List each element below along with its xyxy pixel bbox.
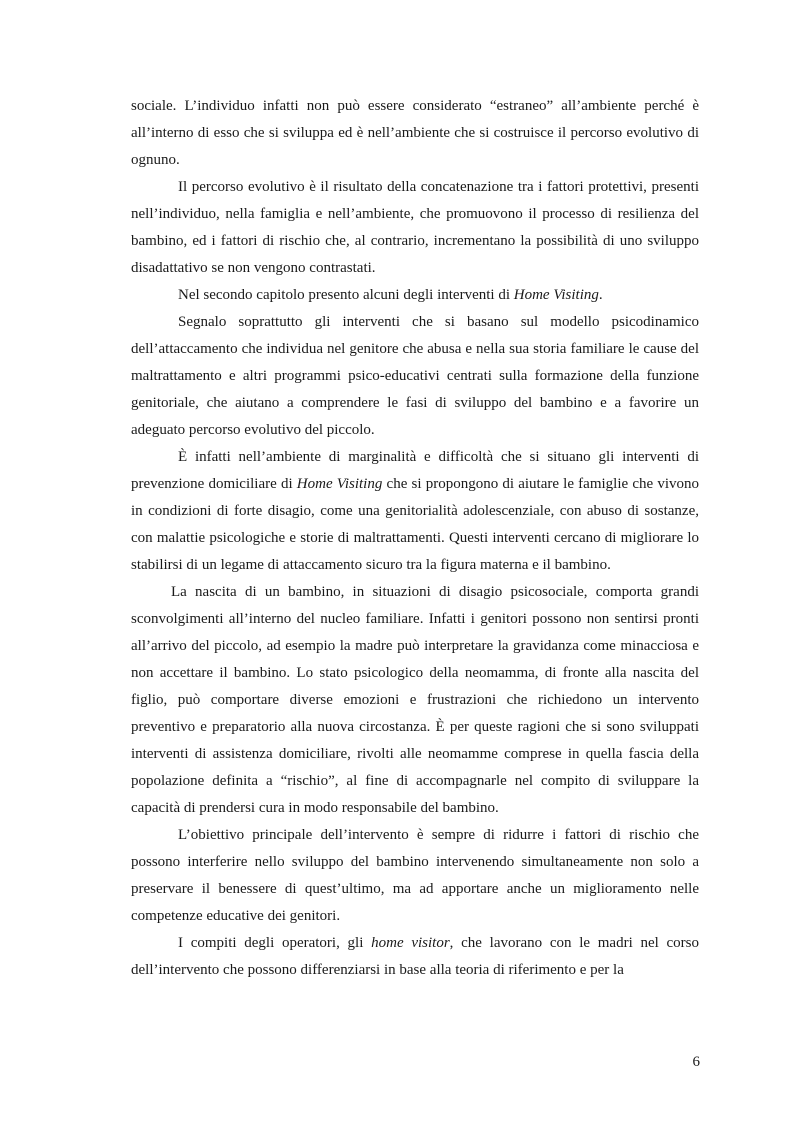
italic-term: Home Visiting (513, 287, 599, 303)
paragraph (131, 309, 699, 444)
paragraph (131, 822, 699, 930)
page-number: 6 (692, 1054, 700, 1070)
text-run: Segnalo soprattutto gli interventi che si basano sul modello psicodinamico dell’attaccamento che individua nel genitore che abusa e nella sua storia familiare le cause del maltrattamento e altri programmi psico-educativi centrati sulla formazione della funzione genitoriale, che aiutano a comprendere le fasi di sviluppo del bambino e a favorire un adeguato percorso evolutivo del piccolo. (131, 314, 699, 438)
paragraph (131, 579, 699, 822)
body-text (131, 93, 699, 984)
paragraph (131, 282, 699, 309)
text-run: che si propongono di aiutare le famiglie che vivono in condizioni di forte disagio, come una genitorialità adolescenziale, con abuso di sostanze, con malattie psicologiche e storie di maltrattamenti. Questi interventi cercano di migliorare lo stabilirsi di un legame di attaccamento sicuro tra la figura materna e il bambino. (131, 476, 699, 573)
paragraph (131, 930, 699, 984)
text-run: I compiti degli operatori, gli (178, 935, 372, 951)
paragraph (131, 93, 699, 174)
paragraph (131, 444, 699, 579)
text-run: , che lavorano con le madri nel corso dell’intervento che possono differenziarsi in base alla teoria di riferimento e per la (131, 935, 699, 978)
text-run: È infatti nell’ambiente di marginalità e difficoltà che si situano gli interventi di prevenzione domiciliare di (131, 449, 699, 492)
text-run: . (598, 287, 603, 303)
text-run: Il percorso evolutivo è il risultato della concatenazione tra i fattori protettivi, presenti nell’individuo, nella famiglia e nell’ambiente, che promuovono il processo di resilienza del bambino, ed i fattori di rischio che, al contrario, incrementano la possibilità di uno sviluppo disadattativo se non vengono contrastati. (131, 179, 699, 276)
text-run: L’obiettivo principale dell’intervento è sempre di ridurre i fattori di rischio che possono interferire nello sviluppo del bambino intervenendo simultaneamente non solo a preservare il benessere di quest’ultimo, ma ad apportare anche un miglioramento nelle competenze educative dei genitori. (131, 827, 699, 924)
italic-term: home visitor (371, 935, 450, 951)
text-run: sociale. L’individuo infatti non può essere considerato “estraneo” all’ambiente perché è all’interno di esso che si sviluppa ed è nell’ambiente che si costruisce il percorso evolutivo di ognuno. (131, 98, 699, 168)
italic-term: Home Visiting (296, 476, 383, 492)
paragraph (131, 174, 699, 282)
text-run: La nascita di un bambino, in situazioni di disagio psicosociale, comporta grandi sconvolgimenti all’interno del nucleo familiare. Infatti i genitori possono non sentirsi pronti all’arrivo del piccolo, ad esempio la madre può interpretare la gravidanza come minacciosa e non accettare il bambino. Lo stato psicologico della neomamma, di fronte alla nascita del figlio, può comportare diverse emozioni e frustrazioni che richiedono un intervento preventivo e preparatorio alla nuova circostanza. È per queste ragioni che si sono sviluppati interventi di assistenza domiciliare, rivolti alle neomamme comprese in quella fascia della popolazione definita a “rischio”, al fine di accompagnarle nel compito di sviluppare la capacità di prendersi cura in modo responsabile del bambino. (131, 584, 699, 816)
text-run: Nel secondo capitolo presento alcuni degli interventi di (178, 287, 514, 303)
